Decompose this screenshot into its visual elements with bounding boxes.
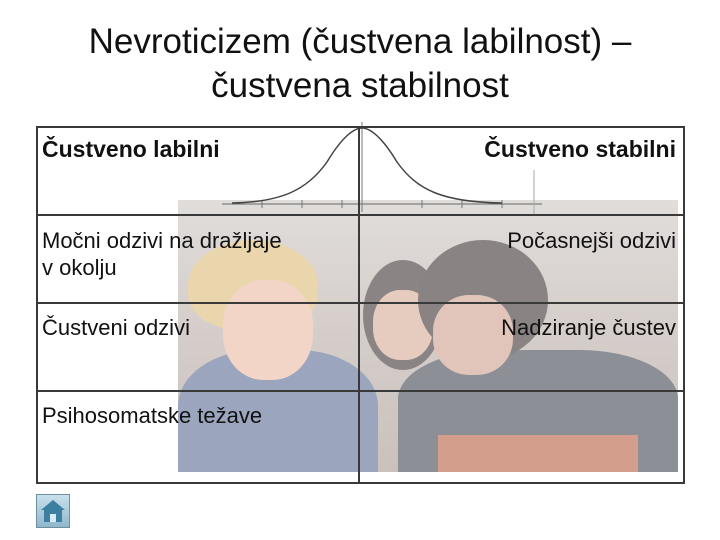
row2-right-cell: Nadziranje čustev xyxy=(501,315,676,340)
home-button[interactable] xyxy=(36,494,70,528)
comparison-table xyxy=(36,126,685,484)
row1-left-cell xyxy=(42,227,282,281)
row3-left-cell: Psihosomatske težave xyxy=(42,403,263,428)
header-emotionally-labile: Čustveno labilni xyxy=(42,136,220,162)
row1-left-line-2: v okolju xyxy=(42,255,117,280)
header-emotionally-stable: Čustveno stabilni xyxy=(484,136,676,162)
row2-left-cell: Čustveni odzivi xyxy=(42,315,190,340)
slide-title-line-1: Nevroticizem (čustvena labilnost) – xyxy=(88,22,632,61)
home-icon xyxy=(37,495,69,527)
row1-left-line-1: Močni odzivi na dražljaje xyxy=(42,228,282,253)
slide-title xyxy=(40,20,680,108)
row1-right-cell: Počasnejši odzivi xyxy=(507,228,676,253)
slide-title-line-2: čustvena stabilnost xyxy=(211,66,509,105)
